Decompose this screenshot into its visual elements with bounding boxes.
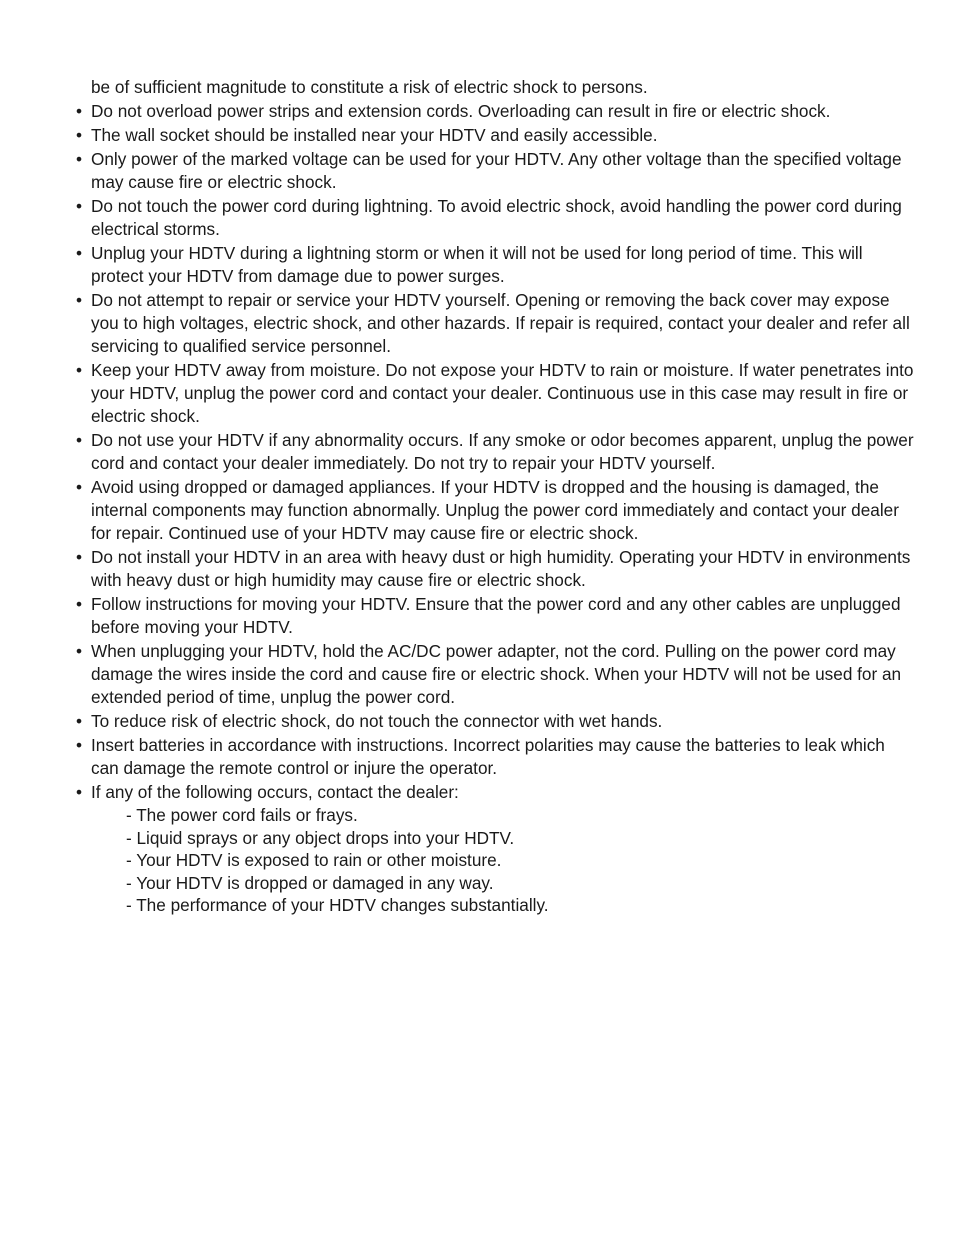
bullet-text: Follow instructions for moving your HDTV. Ensure that the power cord and any other cables are unplugged before moving your HDTV. (91, 594, 901, 637)
bullet-text: Do not touch the power cord during lightning. To avoid electric shock, avoid handling the power cord during electrical storms. (91, 196, 902, 239)
bullet-item (76, 195, 916, 241)
bullet-marker: • (76, 196, 83, 216)
bullet-text: The wall socket should be installed near your HDTV and easily accessible. (91, 125, 658, 145)
bullet-marker: • (76, 101, 83, 121)
bullet-marker: • (76, 243, 83, 263)
bullet-item (76, 148, 916, 194)
bullet-text: Do not install your HDTV in an area with heavy dust or high humidity. Operating your HDTV in environments with heavy dust or high humidity may cause fire or electric shock. (91, 547, 911, 590)
bullet-marker: • (76, 290, 83, 310)
sub-item: - The performance of your HDTV changes substantially. (126, 895, 549, 916)
bullet-item (76, 640, 916, 709)
bullet-text: Insert batteries in accordance with instructions. Incorrect polarities may cause the batteries to leak which can damage the remote control or injure the operator. (91, 735, 885, 778)
bullet-item (76, 124, 916, 147)
bullet-text: Do not attempt to repair or service your HDTV yourself. Opening or removing the back cover may expose you to high voltages, electric shock, and other hazards. If repair is required, contact your dealer and refer all servicing to qualified service personnel. (91, 290, 910, 356)
bullet-text: Keep your HDTV away from moisture. Do not expose your HDTV to rain or moisture. If water penetrates into your HDTV, unplug the power cord and contact your dealer. Continuous use in this case may result in fire or electric shock. (91, 360, 914, 426)
bullet-marker: • (76, 782, 83, 802)
bullet-marker: • (76, 711, 83, 731)
bullet-marker: • (76, 125, 83, 145)
bullet-item (76, 781, 916, 917)
bullet-item (76, 429, 916, 475)
bullet-marker: • (76, 641, 83, 661)
dealer-conditions-list (91, 804, 916, 917)
bullet-item (76, 546, 916, 592)
bullet-marker: • (76, 149, 83, 169)
bullet-text: Avoid using dropped or damaged appliances. If your HDTV is dropped and the housing is damaged, the internal components may function abnormally. Unplug the power cord immediately and contact your dealer for repair. Continued use of your HDTV may cause fire or electric shock. (91, 477, 899, 543)
bullet-text: Do not overload power strips and extension cords. Overloading can result in fire or electric shock. (91, 101, 831, 121)
bullet-item (76, 359, 916, 428)
sub-item: - Your HDTV is exposed to rain or other moisture. (126, 850, 502, 871)
bullet-text: When unplugging your HDTV, hold the AC/DC power adapter, not the cord. Pulling on the power cord may damage the wires inside the cord and cause fire or electric shock. When your HDTV will not be used for an extended period of time, unplug the power cord. (91, 641, 902, 707)
bullet-marker: • (76, 594, 83, 614)
bullet-text: Do not use your HDTV if any abnormality occurs. If any smoke or odor becomes apparent, unplug the power cord and contact your dealer immediately. Do not try to repair your HDTV yourself. (91, 430, 914, 473)
continued-paragraph: be of sufficient magnitude to constitute a risk of electric shock to persons. (91, 77, 648, 97)
bullet-item (76, 242, 916, 288)
sub-item: - Liquid sprays or any object drops into your HDTV. (126, 827, 515, 848)
bullet-text: To reduce risk of electric shock, do not touch the connector with wet hands. (91, 711, 663, 731)
safety-bullet-list (76, 100, 916, 918)
bullet-text: Unplug your HDTV during a lightning storm or when it will not be used for long period of time. This will protect your HDTV from damage due to power surges. (91, 243, 863, 286)
sub-item: - Your HDTV is dropped or damaged in any way. (126, 872, 494, 893)
bullet-item (76, 710, 916, 733)
bullet-item (76, 734, 916, 780)
sub-item: - The power cord fails or frays. (126, 805, 358, 825)
bullet-item (76, 100, 916, 123)
bullet-text: Only power of the marked voltage can be used for your HDTV. Any other voltage than the specified voltage may cause fire or electric shock. (91, 149, 902, 192)
bullet-item (76, 476, 916, 545)
bullet-marker: • (76, 360, 83, 380)
bullet-marker: • (76, 430, 83, 450)
bullet-text: If any of the following occurs, contact the dealer: (91, 782, 459, 802)
bullet-marker: • (76, 547, 83, 567)
bullet-item (76, 289, 916, 358)
bullet-marker: • (76, 735, 83, 755)
bullet-item (76, 593, 916, 639)
bullet-marker: • (76, 477, 83, 497)
